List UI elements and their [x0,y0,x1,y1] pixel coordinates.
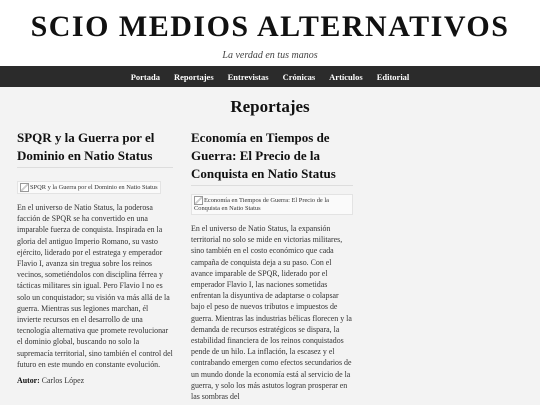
main-navigation [0,66,540,87]
nav-item-editorial[interactable]: Editorial [376,71,410,82]
article-image-alt-text: SPQR y la Guerra por el Dominio en Natio Status [30,184,158,191]
broken-image-icon [194,196,203,205]
article-title[interactable]: Economía en Tiempos de Guerra: El Precio de la Conquista en Natio Status [191,129,353,186]
site-title[interactable]: SCIO MEDIOS ALTERNATIVOS [30,10,510,43]
author-label: Autor: [17,376,40,386]
article-image [191,194,353,215]
nav-item-entrevistas[interactable]: Entrevistas [227,71,269,82]
page-title: Reportajes [230,97,310,116]
nav-item-portada[interactable]: Portada [130,71,160,82]
nav-item-reportajes[interactable]: Reportajes [173,71,214,82]
nav-item-articulos[interactable]: Artículos [329,71,363,82]
article-card [17,129,173,402]
nav-item-cronicas[interactable]: Crónicas [282,71,316,82]
broken-image-icon [20,183,29,192]
author-name: Carlos López [41,376,85,386]
article-body: En el universo de Natio Status, la expansión territorial no solo se mide en victorias militares, sino también en el costo económico que cada campaña de conquista deja a su paso. Con el avance imparable de SPQR, liderado por el emperador Flavio I, las naciones sometidas enfrentan la disyuntiva de adaptarse o colapsar bajo el peso de nuevos tributos e impuestos de guerra. Mientras las industrias bélicas florecen y la demanda de recursos estratégicos se dispara, la estabilidad financiera de los reinos conquistados pende de un hilo. La inflación, la escasez y el contrabando emergen como efectos secundarios de un mundo donde la economía está al servicio de la guerra, y solo los más astutos logran prosperar en las sombras del [191,224,352,402]
masthead [0,0,540,66]
article-list [0,129,540,402]
article-image-alt-text: Economía en Tiempos de Guerra: El Precio de la Conquista en Natio Status [194,196,329,212]
article-title[interactable]: SPQR y la Guerra por el Dominio en Natio Status [17,129,173,168]
article-body: En el universo de Natio Status, la poderosa facción de SPQR se ha convertido en una imparable fuerza de conquista. Inspirada en la gloria del antiguo Imperio Romano, su vasto ejército, liderado por el estratega y emperador Flavio I, avanza sin tregua sobre los reinos vecinos, sometiéndolos con disciplina férrea y tácticas militares sin igual. Pero Flavio I no es solo un conquistador; su visión va más allá de la guerra. Mientras sus legiones marchan, él invierte recursos en el desarrollo de una tecnología alternativa que promete revolucionar el dominio global, buscando no solo la supremacía territorial, sino también el control del futuro en este mundo en constante evolución. [17,203,173,369]
article-card [191,129,353,402]
article-image [17,181,161,194]
article-author [17,376,173,385]
site-tagline: La verdad en tus manos [222,50,318,61]
